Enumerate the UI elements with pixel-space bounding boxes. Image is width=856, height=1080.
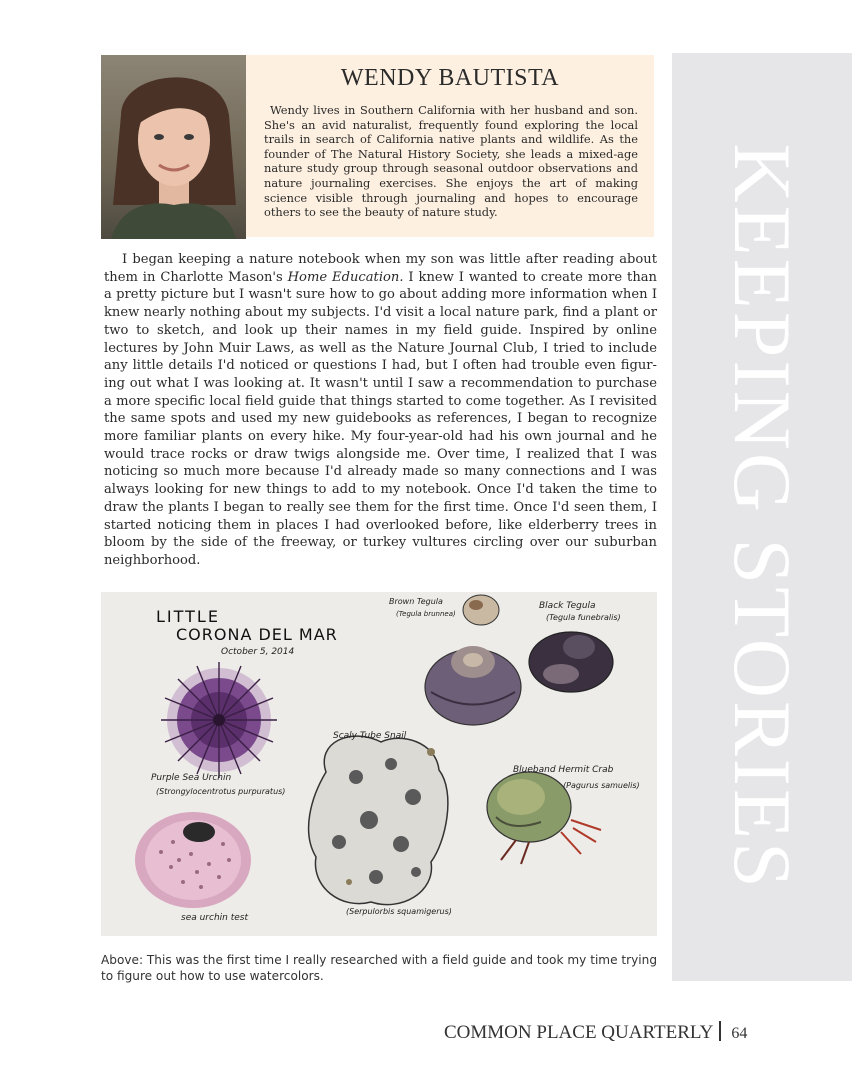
label-black-tegula: Black Tegula [539,601,596,611]
illustration-caption: Above: This was the first time I really researched with a field guide and took my time trying to figure out how to use watercolors. [101,953,657,983]
label-hermit-crab-sci: (Pagurus samuelis) [563,781,640,790]
author-name: WENDY BAUTISTA [340,65,560,91]
scaly-tube-snail-drawing [309,736,448,904]
nature-journal-illustration [101,592,657,936]
author-bio: Wendy lives in Southern California with her husband and son. She's an avid naturalist, frequently found exploring the local trails in search of California native plants and wildlife. As the founder of The Natural History Society, she leads a mixed-age nature study group through seasonal outdoor observations and nature journaling exercises. She enjoys the art of making science visible through journaling and hopes to encourage others to see the beauty of nature study. [264,103,638,220]
illustration-date: October 5, 2014 [221,647,295,657]
page-number: 64 [731,1025,748,1042]
side-banner [672,53,852,981]
label-scaly-sci: (Serpulorbis squamigerus) [346,907,452,916]
article-text-part1: I began keeping a nature notebook when my son was little after reading about them in Charlotte Mason's [104,252,657,285]
label-brown-tegula-sci: (Tegula brunnea) [396,610,456,618]
section-title: KEEPING STORIES [717,143,808,891]
illustration-title-2: CORONA DEL MAR [176,625,338,644]
article-body [104,251,657,570]
brown-tegula-drawing [463,595,499,625]
sea-urchin-test-drawing [135,812,251,908]
label-scaly-tube-snail: Scaly Tube Snail [333,731,407,741]
page-footer [444,1021,747,1045]
footer-divider [719,1021,721,1041]
label-urchin-test: sea urchin test [181,913,249,923]
book-title: Home Education. [287,269,404,285]
label-black-tegula-sci: (Tegula funebralis) [546,613,621,622]
label-urchin-sci: (Strongylocentrotus purpuratus) [156,787,286,796]
author-bio-box [246,55,654,237]
label-urchin: Purple Sea Urchin [151,773,232,783]
publication-name: COMMON PLACE QUARTERLY [444,1022,714,1043]
author-photo [101,55,246,239]
label-hermit-crab: Blueband Hermit Crab [513,765,614,775]
illustration-title-1: LITTLE [156,607,220,626]
purple-sea-urchin-drawing [161,662,277,778]
label-brown-tegula: Brown Tegula [389,597,443,606]
article-text-part2: I knew I wanted to create more than a pretty picture but I wasn't sure how to go about adding more information when I knew nearly nothing about my subjects. I'd visit a local nature park, find a plant or two to sketch, and look up their names in my field guide. Inspired by online lectures by John Muir Laws, as well as the Nature Journal Club, I tried to include any little details I'd noticed or questions I had, but I often had trouble even figur-ing out what I was looking at. It wasn't until I saw a recommendation to purchase a more specific local field guide that things started to come together. As I revisited the same spots and used my new guidebooks as references, I began to recognize more familiar plants on every hike. My four-year-old had his own journal and he would trace rocks or draw twigs alongside me. Over time, I realized that I was noticing so much more because I'd already made so many connections and I was always looking for new things to add to my notebook. Once I'd taken the time to draw the plants I began to really see them for the first time. Once I'd seen them, I started noticing them in places I had overlooked before, like elderberry trees in bloom by the side of the freeway, or turkey vultures circling over our suburban neighborhood. [104,269,657,568]
black-tegula-drawing [529,632,613,692]
